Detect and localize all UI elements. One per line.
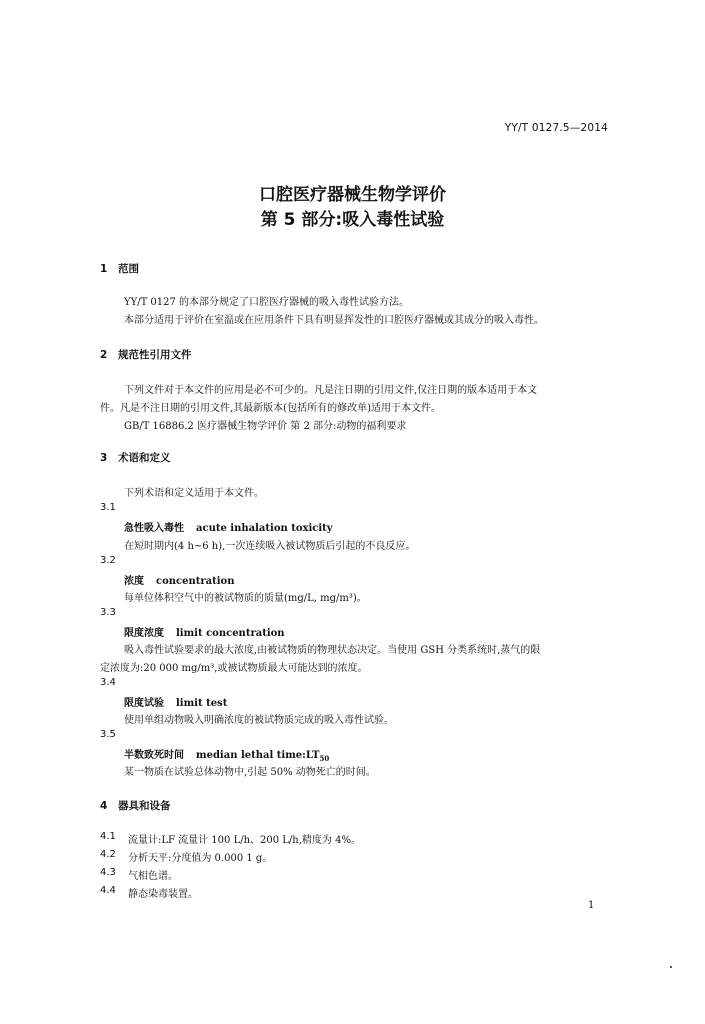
page-number: 1	[588, 900, 595, 911]
term-chinese: 限度试验	[124, 698, 164, 709]
term-definition: 定浓度为:20 000 mg/m³,或被试物质最大可能达到的浓度。	[100, 663, 368, 674]
term-number: 3.4	[100, 677, 116, 688]
item-number: 4.2	[100, 849, 116, 860]
section-1-heading	[100, 261, 139, 276]
item-number: 4.3	[100, 867, 116, 878]
section-title: 器具和设备	[118, 800, 171, 812]
document-subtitle: 第 5 部分:吸入毒性试验	[260, 210, 445, 230]
section-3-heading	[100, 450, 171, 465]
term-english: limit concentration	[176, 628, 285, 639]
term-number: 3.3	[100, 607, 116, 618]
term-chinese: 急性吸入毒性	[124, 523, 184, 534]
term-english	[196, 750, 329, 761]
term-definition: 每单位体积空气中的被试物质的质量(mg/L, mg/m³)。	[124, 593, 367, 604]
paragraph: 件。凡是不注日期的引用文件,其最新版本(包括所有的修改单)适用于本文件。	[100, 403, 441, 414]
section-4-heading	[100, 798, 171, 813]
term-definition: 吸入毒性试验要求的最大浓度,由被试物质的物理状态决定。当使用 GSH 分类系统时,蒸气的限	[124, 645, 541, 656]
document-title: 口腔医疗器械生物学评价	[259, 185, 446, 205]
scan-speck	[670, 966, 672, 968]
section-title: 规范性引用文件	[118, 349, 192, 361]
term-chinese: 限度浓度	[124, 628, 164, 639]
paragraph: 本部分适用于评价在室温或在应用条件下具有明显挥发性的口腔医疗器械或其成分的吸入毒性。	[124, 315, 544, 326]
section-number: 1	[100, 263, 108, 275]
item-number: 4.1	[100, 831, 116, 842]
term-title	[124, 694, 227, 709]
term-definition: 某一物质在试验总体动物中,引起 50% 动物死亡的时间。	[124, 767, 376, 778]
term-title	[124, 572, 234, 587]
term-english: limit test	[176, 698, 228, 709]
term-definition: 在短时期内(4 h~6 h),一次连续吸入被试物质后引起的不良反应。	[124, 541, 416, 552]
section-title: 范围	[118, 263, 139, 275]
equipment-item: 气相色谱。	[128, 871, 178, 882]
equipment-item: 流量计:LF 流量计 100 L/h、200 L/h,精度为 4%。	[128, 835, 361, 846]
term-chinese: 半数致死时间	[124, 750, 184, 761]
term-title	[124, 624, 285, 639]
section-number: 3	[100, 452, 108, 464]
standard-number: YY/T 0127.5—2014	[504, 122, 608, 134]
term-english-subscript: 50	[319, 754, 330, 763]
term-title	[124, 519, 333, 534]
section-number: 2	[100, 349, 108, 361]
term-chinese: 浓度	[124, 576, 144, 587]
paragraph: YY/T 0127 的本部分规定了口腔医疗器械的吸入毒性试验方法。	[124, 297, 410, 308]
section-2-heading	[100, 347, 192, 362]
term-number: 3.1	[100, 502, 116, 513]
equipment-item: 静态染毒装置。	[128, 889, 198, 900]
term-english-main: median lethal time:LT	[196, 750, 320, 761]
term-english: acute inhalation toxicity	[196, 523, 333, 534]
normative-reference: GB/T 16886.2 医疗器械生物学评价 第 2 部分:动物的福利要求	[124, 421, 407, 432]
term-definition: 使用单组动物吸入明确浓度的被试物质完成的吸入毒性试验。	[124, 715, 394, 726]
term-title	[124, 746, 329, 763]
paragraph: 下列文件对于本文件的应用是必不可少的。凡是注日期的引用文件,仅注日期的版本适用于本文	[124, 385, 538, 396]
section-number: 4	[100, 800, 108, 812]
section-title: 术语和定义	[118, 452, 171, 464]
item-number: 4.4	[100, 885, 116, 896]
equipment-item: 分析天平:分度值为 0.000 1 g。	[128, 853, 273, 864]
paragraph: 下列术语和定义适用于本文件。	[124, 488, 264, 499]
term-number: 3.5	[100, 729, 116, 740]
term-english: concentration	[156, 576, 235, 587]
term-number: 3.2	[100, 555, 116, 566]
